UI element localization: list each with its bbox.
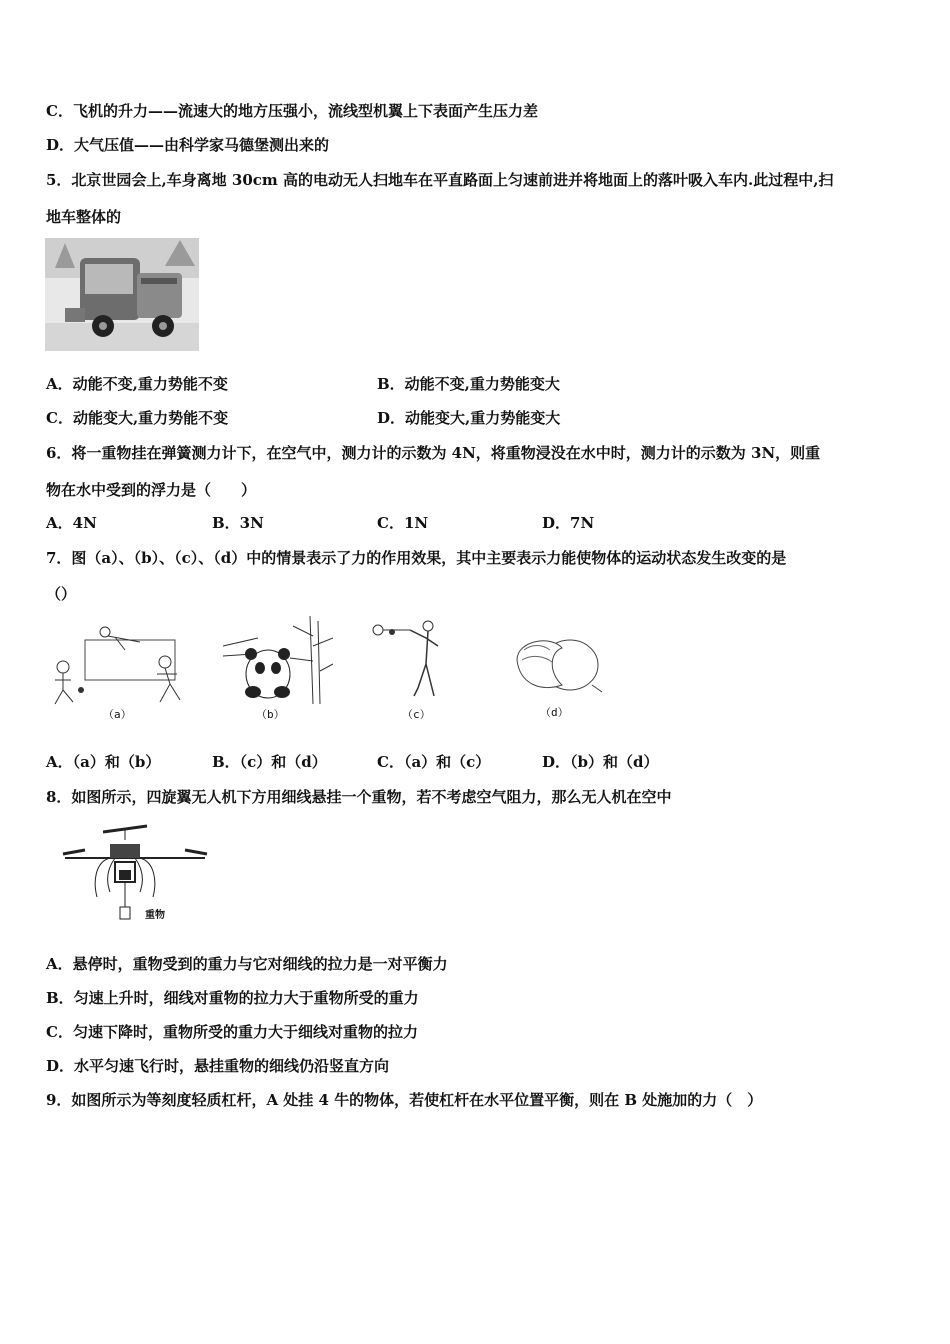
- weight-label: 重物: [145, 910, 165, 921]
- q4-option-d: D．大气压值——由科学家马德堡测出来的: [46, 136, 330, 154]
- q6-option-b: B．3N: [212, 514, 264, 532]
- q8-option-d: D．水平匀速飞行时，悬挂重物的细线仍沿竖直方向: [46, 1057, 390, 1075]
- caption-b: （b）: [256, 708, 285, 721]
- q6-stem-line1: 6．将一重物挂在弹簧测力计下，在空气中，测力计的示数为 4N，将重物浸没在水中时，测力计的示数为 3N，则重: [46, 444, 821, 462]
- q8-option-c: C．匀速下降时，重物所受的重力大于细线对重物的拉力: [46, 1023, 418, 1041]
- q7-option-d: D．（b）和（d）: [542, 753, 659, 771]
- q5-option-c: C．动能变大,重力势能不变: [46, 409, 229, 427]
- q6-option-c: C．1N: [377, 514, 429, 532]
- q8-option-b: B．匀速上升时，细线对重物的拉力大于重物所受的重力: [46, 989, 419, 1007]
- q8-option-a: A．悬停时，重物受到的重力与它对细线的拉力是一对平衡力: [46, 955, 448, 973]
- q5-option-b: B．动能不变,重力势能变大: [377, 375, 560, 393]
- q5-stem-line2: 地车整体的: [46, 208, 122, 226]
- q5-stem-line1: 5．北京世园会上,车身离地 30cm 高的电动无人扫地车在平直路面上匀速前进并将地面上的落叶吸入车内.此过程中,扫: [46, 171, 834, 189]
- caption-a: （a）: [103, 708, 132, 721]
- q7-option-a: A．（a）和（b）: [46, 753, 161, 771]
- q8-stem: 8．如图所示，四旋翼无人机下方用细线悬挂一个重物，若不考虑空气阻力，那么无人机在空中: [46, 788, 672, 806]
- figure-b-panda-bamboo: [218, 616, 333, 722]
- q9-stem: 9．如图所示为等刻度轻质杠杆，A 处挂 4 牛的物体，若使杠杆在水平位置平衡，则在 B 处施加的力（ ）: [46, 1091, 763, 1109]
- caption-c: （c）: [402, 708, 431, 721]
- q6-option-d: D．7N: [542, 514, 595, 532]
- q7-stem-line2: （）: [46, 585, 77, 603]
- figure-a-soccer: [45, 622, 190, 722]
- q6-option-a: A．4N: [46, 514, 97, 532]
- q7-option-c: C．（a）和（c）: [377, 753, 491, 771]
- q7-option-b: B．（c）和（d）: [212, 753, 327, 771]
- figure-d-squeezed-ball: [512, 630, 612, 722]
- sweeper-truck-image: [45, 238, 199, 351]
- q4-option-c: C．飞机的升力——流速大的地方压强小，流线型机翼上下表面产生压力差: [46, 102, 538, 120]
- drone-with-weight-figure: [55, 822, 215, 924]
- q7-stem-line1: 7．图（a）、（b）、（c）、（d）中的情景表示了力的作用效果，其中主要表示力能使物体的运动状态发生改变的是: [46, 549, 787, 567]
- q5-option-d: D．动能变大,重力势能变大: [377, 409, 561, 427]
- caption-d: （d）: [540, 706, 569, 719]
- q5-option-a: A．动能不变,重力势能不变: [46, 375, 228, 393]
- figure-c-tennis-player: [370, 616, 455, 722]
- q6-stem-line2: 物在水中受到的浮力是（ ）: [46, 481, 257, 499]
